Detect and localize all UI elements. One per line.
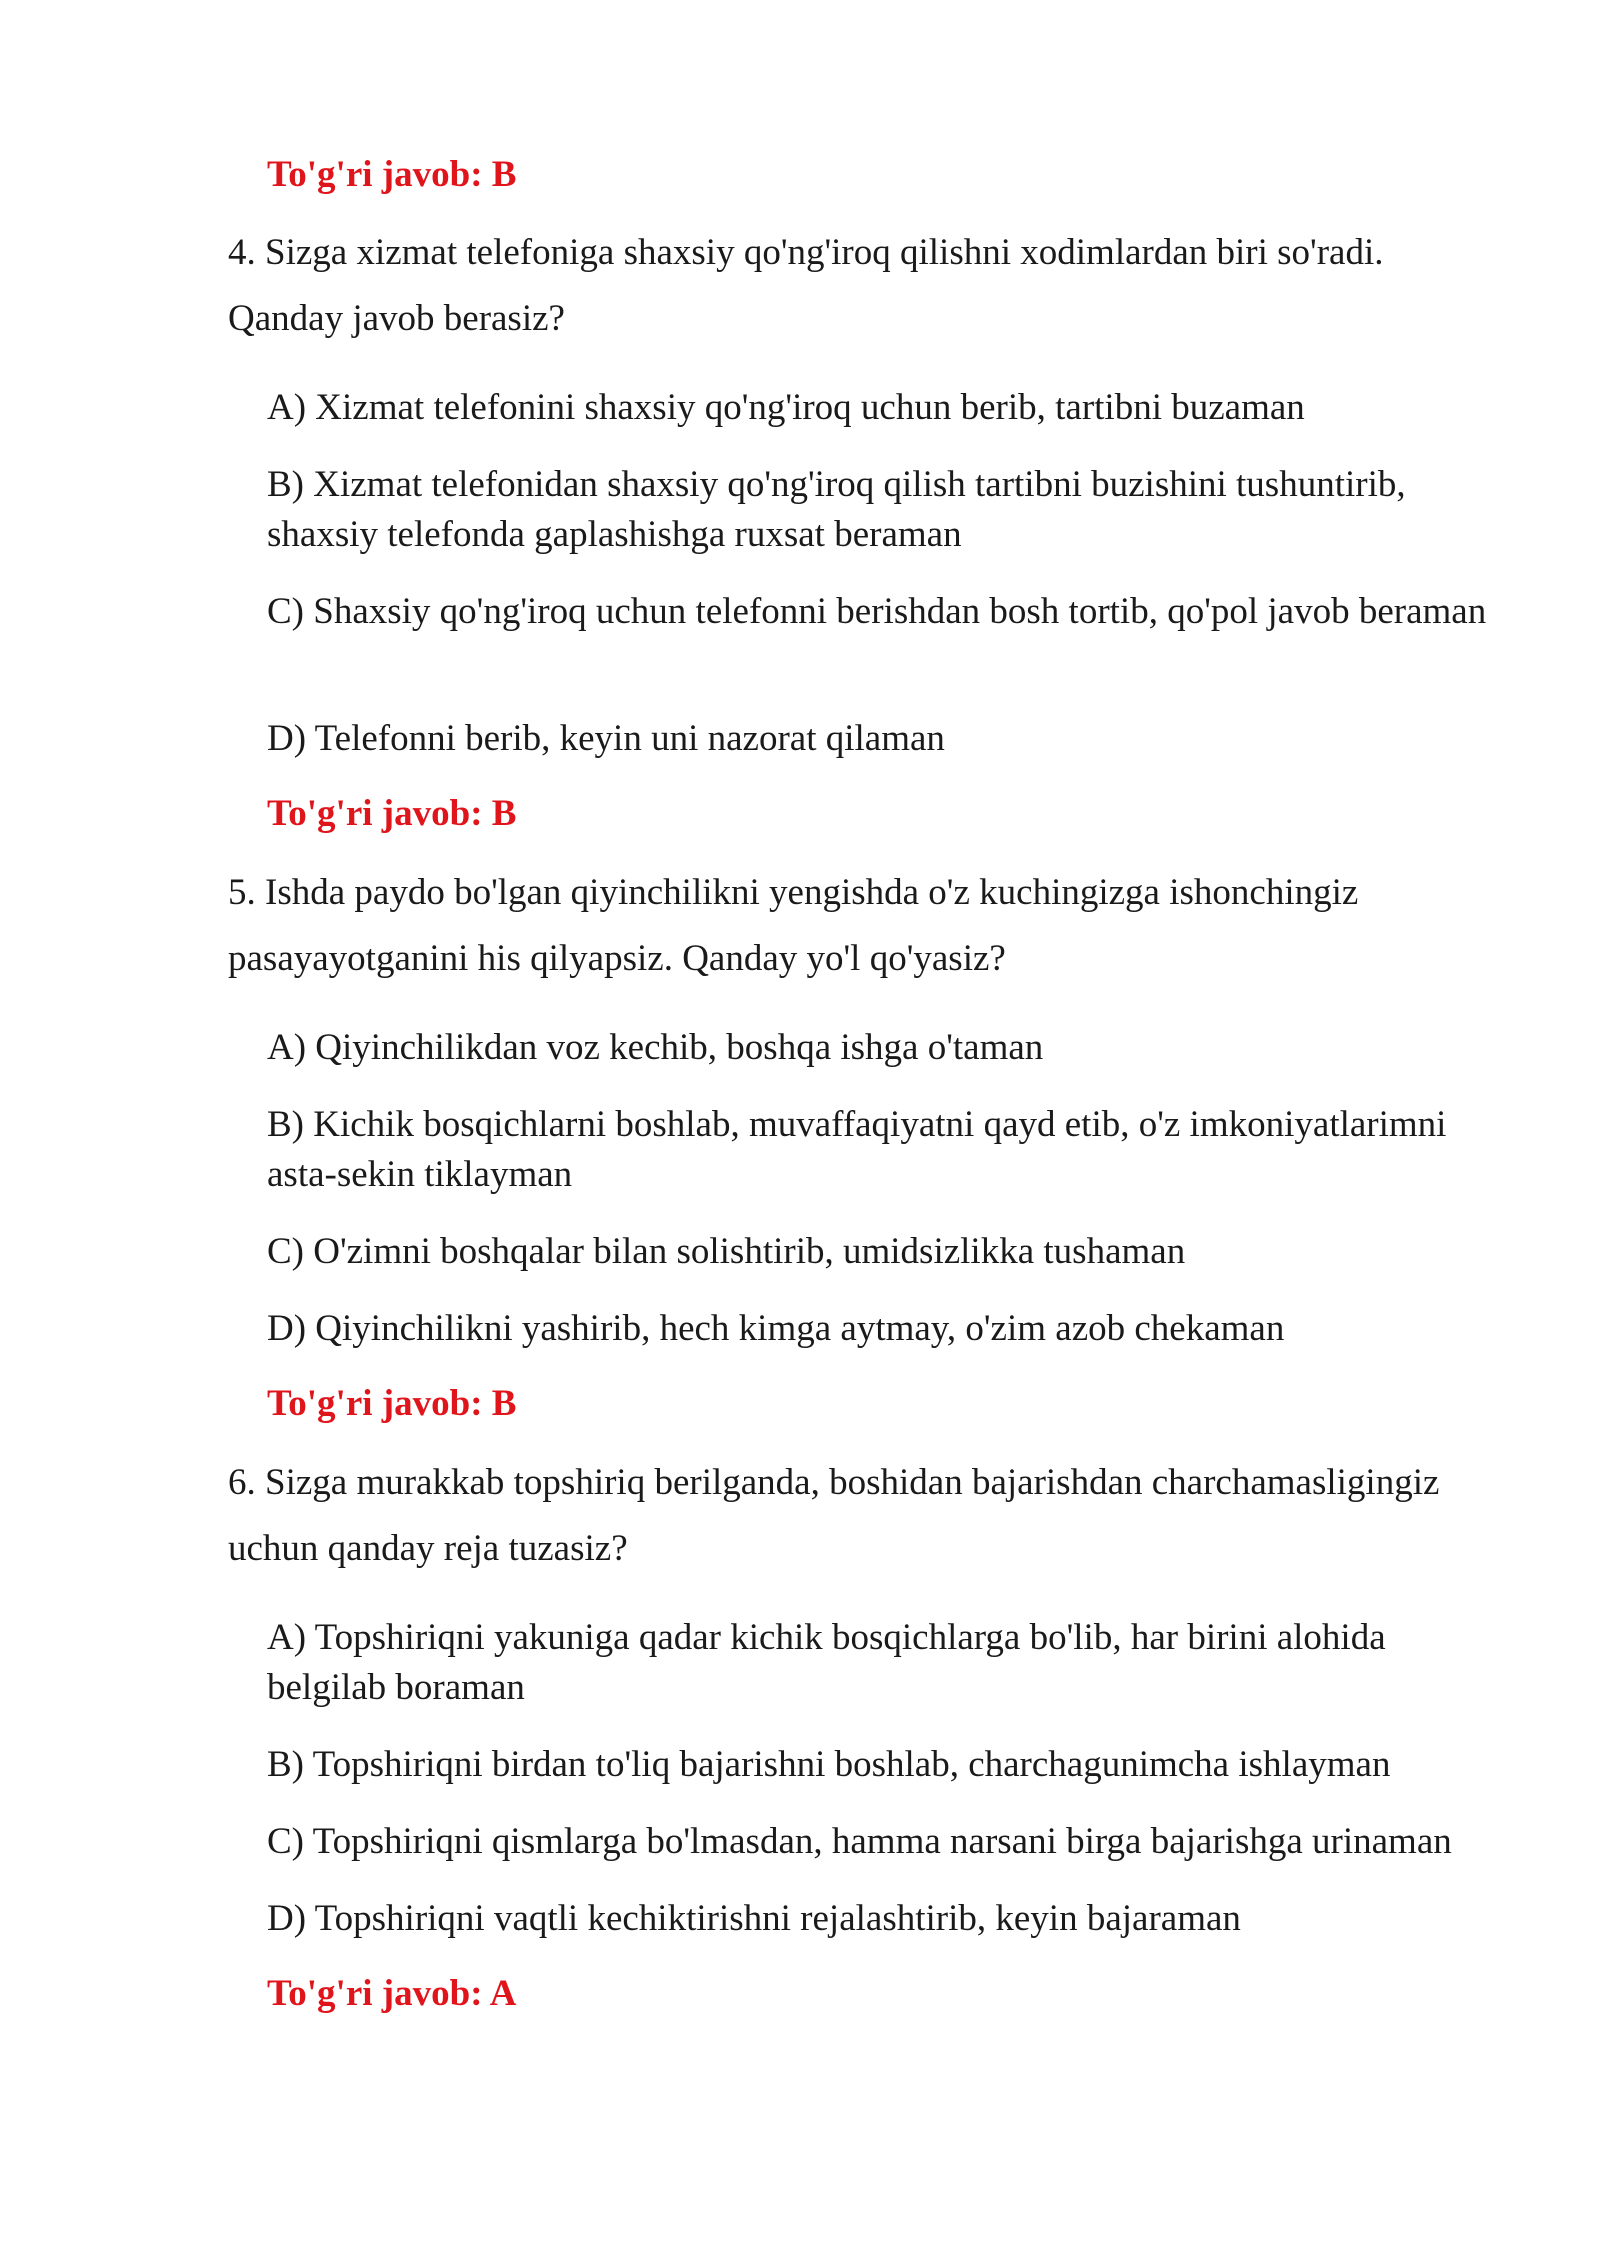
question-text: 5. Ishda paydo bo'lgan qiyinchilikni yengishda o'z kuchingizga ishonchingiz pasayayotganini his qilyapsiz. Qanday yo'l qo'yasiz? — [228, 872, 1359, 979]
correct-answer: To'g'ri javob: B — [267, 154, 517, 195]
correct-answer: To'g'ri javob: A — [267, 1973, 517, 2014]
correct-answer: To'g'ri javob: B — [267, 1383, 517, 1424]
answer-option: B) Xizmat telefonidan shaxsiy qo'ng'iroq qilish tartibni buzishini tushuntirib, shaxsiy telefonda gaplashishga ruxsat beraman — [267, 464, 1406, 555]
answer-option: A) Xizmat telefonini shaxsiy qo'ng'iroq uchun berib, tartibni buzaman — [267, 387, 1305, 428]
answer-option: D) Topshiriqni vaqtli kechiktirishni rejalashtirib, keyin bajaraman — [267, 1898, 1241, 1939]
answer-option: A) Qiyinchilikdan voz kechib, boshqa ishga o'taman — [267, 1027, 1044, 1068]
answer-option: D) Qiyinchilikni yashirib, hech kimga aytmay, o'zim azob chekaman — [267, 1308, 1285, 1349]
answer-option: B) Topshiriqni birdan to'liq bajarishni boshlab, charchagunimcha ishlayman — [267, 1744, 1391, 1785]
answer-option: C) Topshiriqni qismlarga bo'lmasdan, hamma narsani birga bajarishga urinaman — [267, 1821, 1452, 1862]
correct-answer: To'g'ri javob: B — [267, 793, 517, 834]
answer-option: B) Kichik bosqichlarni boshlab, muvaffaqiyatni qayd etib, o'z imkoniyatlarimni asta-sekin tiklayman — [267, 1104, 1447, 1195]
answer-option: C) O'zimni boshqalar bilan solishtirib, umidsizlikka tushaman — [267, 1231, 1186, 1272]
answer-option: C) Shaxsiy qo'ng'iroq uchun telefonni berishdan bosh tortib, qo'pol javob beraman — [267, 591, 1487, 632]
answer-option: A) Topshiriqni yakuniga qadar kichik bosqichlarga bo'lib, har birini alohida belgilab boraman — [267, 1617, 1386, 1708]
answer-option: D) Telefonni berib, keyin uni nazorat qilaman — [267, 718, 945, 759]
question-text: 4. Sizga xizmat telefoniga shaxsiy qo'ng'iroq qilishni xodimlardan biri so'radi. Qanday javob berasiz? — [228, 232, 1384, 339]
question-text: 6. Sizga murakkab topshiriq berilganda, boshidan bajarishdan charchamasligingiz uchun qanday reja tuzasiz? — [228, 1462, 1440, 1569]
